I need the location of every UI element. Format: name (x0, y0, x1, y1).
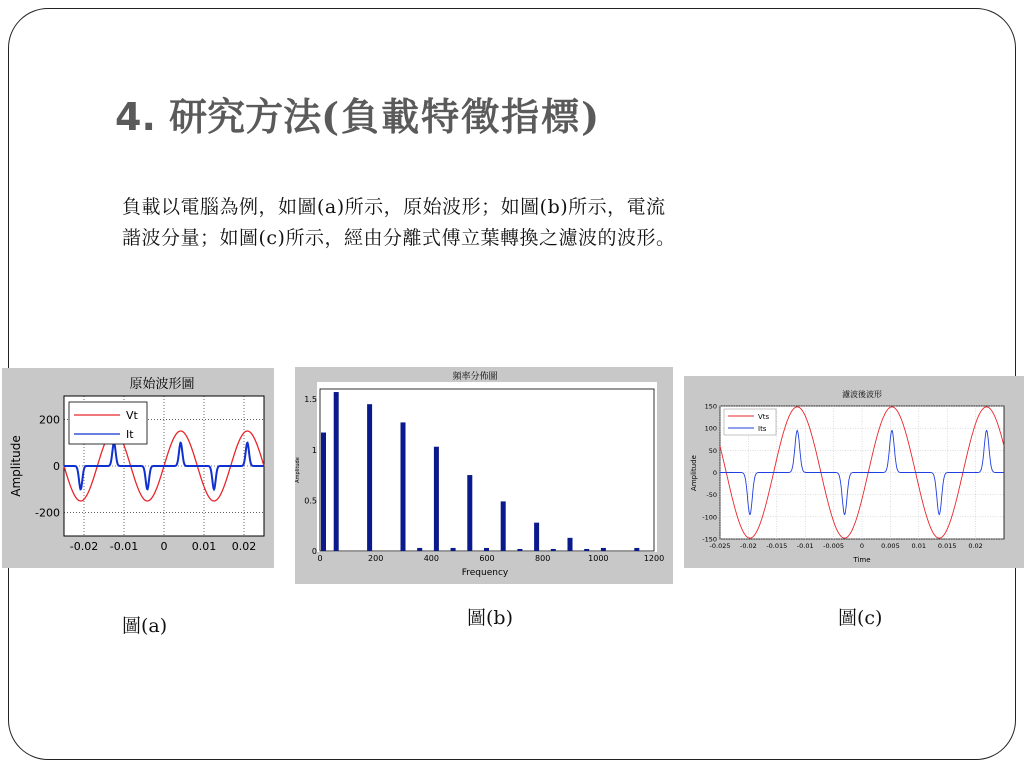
figure-a-legend (69, 402, 147, 444)
figure-b-ytick: 0.5 (304, 496, 317, 506)
figure-b-bar (584, 549, 589, 551)
figure-a-xtick: -0.02 (69, 540, 99, 553)
figure-a-ytick: -200 (35, 506, 60, 520)
figure-b-ytick: 0 (311, 547, 317, 556)
body-line-2: 諧波分量；如圖(c)所示，經由分離式傅立葉轉換之濾波的波形。 (122, 227, 676, 249)
body-text (122, 192, 862, 254)
figure-b-xtick: 400 (423, 554, 439, 563)
figure-c-xtick: 0.015 (937, 542, 957, 550)
figure-c-ytick: -100 (702, 513, 717, 522)
figure-b-xtick: 1200 (643, 554, 665, 563)
figure-b-bar (401, 422, 406, 551)
figure-c-xtick: 0.005 (881, 542, 900, 550)
figure-c-xtick: -0.02 (739, 542, 757, 550)
figure-c-xtick: 0.02 (968, 542, 983, 550)
body-line-1: 負載以電腦為例，如圖(a)所示，原始波形；如圖(b)所示，電流 (122, 196, 666, 218)
caption-b: 圖(b) (467, 607, 513, 629)
figure-b-chart (295, 367, 673, 584)
figure-c-ylabel: Amplitude (690, 455, 698, 491)
title-paren: (負載特徵指標) (321, 94, 602, 139)
figure-c-legend-its: Its (758, 425, 767, 433)
figure-c-title: 濾波後波形 (842, 390, 882, 399)
figure-b-xtick: 0 (317, 554, 323, 563)
figure-b-bar (484, 548, 489, 551)
figure-b (295, 367, 673, 584)
figure-a-xtick: 0.01 (191, 540, 217, 553)
figure-c-xlabel: Time (853, 556, 871, 564)
figure-c-xtick: -0.005 (823, 542, 845, 550)
figure-a-ylabel: Amplitude (9, 435, 23, 497)
figure-a-xtick: 0.02 (231, 540, 257, 553)
figure-b-bar (568, 538, 573, 551)
figure-b-xlabel: Frequency (461, 568, 509, 578)
figure-c-legend (724, 409, 776, 435)
slide-title (115, 86, 601, 141)
figure-b-bar (334, 392, 339, 551)
figure-c (684, 376, 1024, 568)
figure-b-bar (451, 548, 456, 551)
figure-a-xtick: -0.01 (109, 540, 139, 553)
figure-b-xtick: 800 (535, 554, 551, 563)
figure-b-bar (601, 548, 606, 551)
figure-c-ytick: -150 (702, 535, 717, 544)
figure-b-bar (367, 404, 372, 551)
figure-b-bar (501, 501, 506, 551)
figure-b-bar (434, 447, 439, 551)
figure-b-ylabel: Amplitude (295, 457, 301, 483)
figure-b-ytick: 1.5 (304, 395, 317, 405)
figure-c-chart (684, 376, 1024, 568)
caption-c: 圖(c) (838, 607, 883, 629)
figure-b-xtick: 200 (368, 554, 384, 563)
figure-c-xtick: -0.025 (709, 542, 731, 550)
figure-a (2, 368, 274, 568)
figure-a-legend-vt: Vt (126, 409, 138, 422)
figure-b-ytick: 1 (311, 445, 317, 455)
figure-a-chart (2, 368, 274, 568)
figure-a-title: 原始波形圖 (129, 377, 195, 392)
figure-a-xtick: 0 (160, 540, 168, 553)
figure-a-ytick: 0 (53, 460, 60, 473)
figure-c-ytick: -50 (706, 491, 717, 500)
figure-c-ytick: 0 (712, 469, 717, 477)
figure-c-xtick: 0 (859, 542, 865, 550)
figure-b-xtick: 1000 (588, 554, 609, 563)
figure-b-bar (551, 549, 556, 551)
figure-c-ytick: 100 (704, 424, 717, 433)
figure-a-ytick: 200 (39, 413, 60, 427)
figure-a-legend-it: It (126, 428, 134, 441)
caption-a: 圖(a) (122, 615, 168, 637)
figure-b-title: 頻率分佈圖 (452, 372, 498, 382)
figure-b-bar (321, 433, 326, 551)
figure-b-bar (634, 548, 639, 551)
figure-c-xtick: -0.01 (796, 542, 814, 550)
figure-b-xtick: 600 (479, 554, 495, 563)
figure-c-xtick: -0.015 (766, 542, 788, 550)
figure-b-bar (467, 475, 472, 551)
title-prefix: 4. 研究方法 (115, 95, 322, 139)
figure-b-bar (417, 548, 422, 551)
figure-c-xtick: 0.01 (911, 542, 927, 550)
figure-b-bar (517, 549, 522, 551)
figure-c-ytick: 150 (704, 402, 717, 411)
figure-b-bar (534, 523, 539, 551)
figure-c-legend-vts: Vts (758, 413, 770, 421)
figure-c-ytick: 50 (708, 446, 717, 455)
